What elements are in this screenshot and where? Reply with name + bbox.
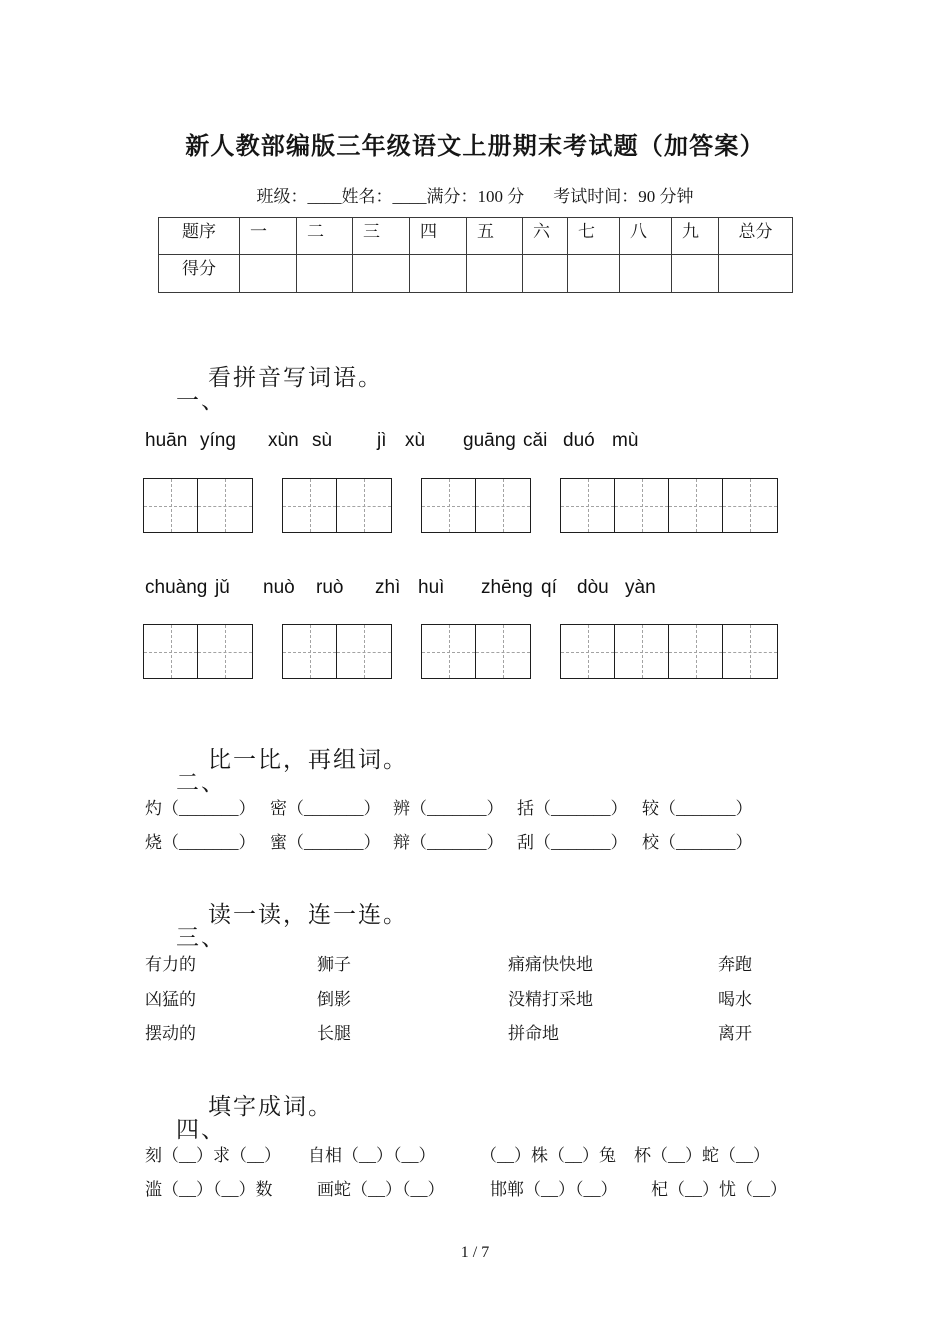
match-item: 长腿: [317, 1024, 351, 1043]
match-item: 拼命地: [508, 1024, 559, 1043]
score-cell: [620, 255, 672, 293]
pinyin-syllable: huān: [145, 430, 188, 451]
pinyin-syllable: zhēng: [481, 577, 533, 598]
score-cell: [719, 255, 793, 293]
writing-cell: [723, 479, 777, 532]
score-cell: [568, 255, 620, 293]
writing-cell: [561, 479, 615, 532]
section-title: 填字成词。: [208, 1094, 333, 1119]
idiom-item: 滥（__）（__）数: [145, 1180, 273, 1199]
compare-item: 校（_______）: [642, 833, 753, 852]
writing-cell: [337, 479, 391, 532]
score-table-column: 四: [410, 218, 467, 255]
score-cell: [672, 255, 719, 293]
writing-cell: [283, 625, 337, 678]
score-table-column: 一: [240, 218, 297, 255]
match-item: 狮子: [317, 955, 351, 974]
page-indicator: 1 / 7: [460, 1244, 490, 1261]
exam-title: 新人教部编版三年级语文上册期末考试题（加答案）: [185, 134, 765, 160]
pinyin-row-1: [145, 429, 845, 452]
writing-grid: [143, 624, 253, 679]
section-title: 读一读，连一连。: [208, 902, 408, 927]
writing-cell: [422, 479, 476, 532]
section-4-heading: [145, 1094, 333, 1187]
compare-item: 辨（_______）: [393, 799, 504, 818]
idiom-item: （__）株（__）兔: [480, 1146, 616, 1165]
compare-item: 括（_______）: [517, 799, 628, 818]
pinyin-syllable: guāng: [463, 430, 516, 451]
compare-row-2: [145, 834, 825, 852]
score-table-column: 三: [353, 218, 410, 255]
writing-cell: [669, 625, 723, 678]
section-number: 二、: [176, 770, 226, 795]
writing-cell: [198, 625, 252, 678]
match-item: 有力的: [145, 955, 196, 974]
idiom-item: 杯（__）蛇（__）: [634, 1146, 770, 1165]
score-table-total-label: 总分: [719, 218, 793, 255]
pinyin-syllable: sù: [312, 430, 333, 451]
pinyin-syllable: nuò: [263, 577, 295, 598]
match-item: 摆动的: [145, 1024, 196, 1043]
exam-info-line: [0, 188, 950, 205]
score-table-column: 五: [467, 218, 523, 255]
pinyin-syllable: jǔ: [215, 577, 230, 598]
idiom-item: 邯郸（__）（__）: [490, 1180, 618, 1199]
pinyin-row-2: [145, 576, 845, 599]
section-2-heading: [145, 747, 408, 840]
score-table-score-row: [159, 255, 793, 293]
writing-cell: [144, 625, 198, 678]
score-table-column: 九: [672, 218, 719, 255]
writing-cell: [669, 479, 723, 532]
match-item: 喝水: [718, 990, 752, 1009]
match-item: 痛痛快快地: [508, 955, 593, 974]
writing-cell: [615, 479, 669, 532]
writing-cell: [476, 479, 530, 532]
pinyin-syllable: dòu: [577, 577, 609, 598]
pinyin-syllable: ruò: [316, 577, 344, 598]
score-cell: [467, 255, 523, 293]
pinyin-syllable: zhì: [375, 577, 401, 598]
pinyin-syllable: xùn: [268, 430, 299, 451]
exam-time: 考试时间：90 分钟: [553, 187, 694, 206]
score-cell: [523, 255, 568, 293]
compare-item: 辩（_______）: [393, 833, 504, 852]
compare-item: 烧（_______）: [145, 833, 256, 852]
match-item: 没精打采地: [508, 990, 593, 1009]
pinyin-syllable: chuàng: [145, 577, 208, 598]
compare-item: 较（_______）: [642, 799, 753, 818]
writing-cell: [198, 479, 252, 532]
writing-grid: [421, 478, 531, 533]
score-cell: [240, 255, 297, 293]
writing-grid: [560, 624, 778, 679]
writing-cell: [337, 625, 391, 678]
writing-cell: [723, 625, 777, 678]
section-title: 看拼音写词语。: [208, 365, 383, 390]
score-table-column: 二: [297, 218, 353, 255]
compare-item: 密（_______）: [270, 799, 381, 818]
score-table-header-row: [159, 218, 793, 255]
score-table-header-label: 题序: [159, 218, 240, 255]
compare-item: 灼（_______）: [145, 799, 256, 818]
score-cell: [353, 255, 410, 293]
writing-grid: [143, 478, 253, 533]
writing-grid: [282, 624, 392, 679]
score-table-row-label: 得分: [159, 255, 240, 293]
match-row-2: [145, 991, 825, 1009]
name-field: 姓名：____: [341, 187, 427, 206]
score-cell: [410, 255, 467, 293]
full-score: 满分：100 分: [426, 187, 525, 206]
idiom-item: 自相（__）（__）: [308, 1146, 436, 1165]
match-item: 离开: [718, 1024, 752, 1043]
idiom-row-1: [145, 1147, 825, 1165]
writing-grid: [421, 624, 531, 679]
score-table-column: 八: [620, 218, 672, 255]
compare-row-1: [145, 800, 825, 818]
match-row-1: [145, 956, 825, 974]
pinyin-syllable: yíng: [200, 430, 236, 451]
match-row-3: [145, 1025, 825, 1043]
writing-grid: [560, 478, 778, 533]
pinyin-syllable: cǎi: [523, 430, 548, 451]
writing-cell: [476, 625, 530, 678]
match-item: 奔跑: [718, 955, 752, 974]
pinyin-syllable: duó: [563, 430, 595, 451]
section-number: 一、: [176, 388, 226, 413]
score-table-column: 六: [523, 218, 568, 255]
score-table: [158, 217, 793, 293]
section-number: 四、: [176, 1117, 226, 1142]
score-table-column: 七: [568, 218, 620, 255]
idiom-item: 画蛇（__）（__）: [317, 1180, 445, 1199]
pinyin-syllable: mù: [612, 430, 639, 451]
match-item: 倒影: [317, 990, 351, 1009]
compare-item: 蜜（_______）: [270, 833, 381, 852]
writing-cell: [615, 625, 669, 678]
pinyin-syllable: yàn: [625, 577, 656, 598]
pinyin-syllable: huì: [418, 577, 445, 598]
pinyin-syllable: jì: [377, 430, 387, 451]
writing-cell: [561, 625, 615, 678]
idiom-item: 刻（__）求（__）: [145, 1146, 281, 1165]
match-item: 凶猛的: [145, 990, 196, 1009]
section-title: 比一比，再组词。: [208, 747, 408, 772]
idiom-item: 杞（__）忧（__）: [651, 1180, 787, 1199]
compare-item: 刮（_______）: [517, 833, 628, 852]
writing-cell: [144, 479, 198, 532]
writing-cell: [422, 625, 476, 678]
idiom-row-2: [145, 1181, 825, 1199]
section-number: 三、: [176, 925, 226, 950]
pinyin-syllable: qí: [541, 577, 557, 598]
writing-grid: [282, 478, 392, 533]
score-cell: [297, 255, 353, 293]
pinyin-syllable: xù: [405, 430, 426, 451]
class-field: 班级：____: [256, 187, 342, 206]
writing-cell: [283, 479, 337, 532]
